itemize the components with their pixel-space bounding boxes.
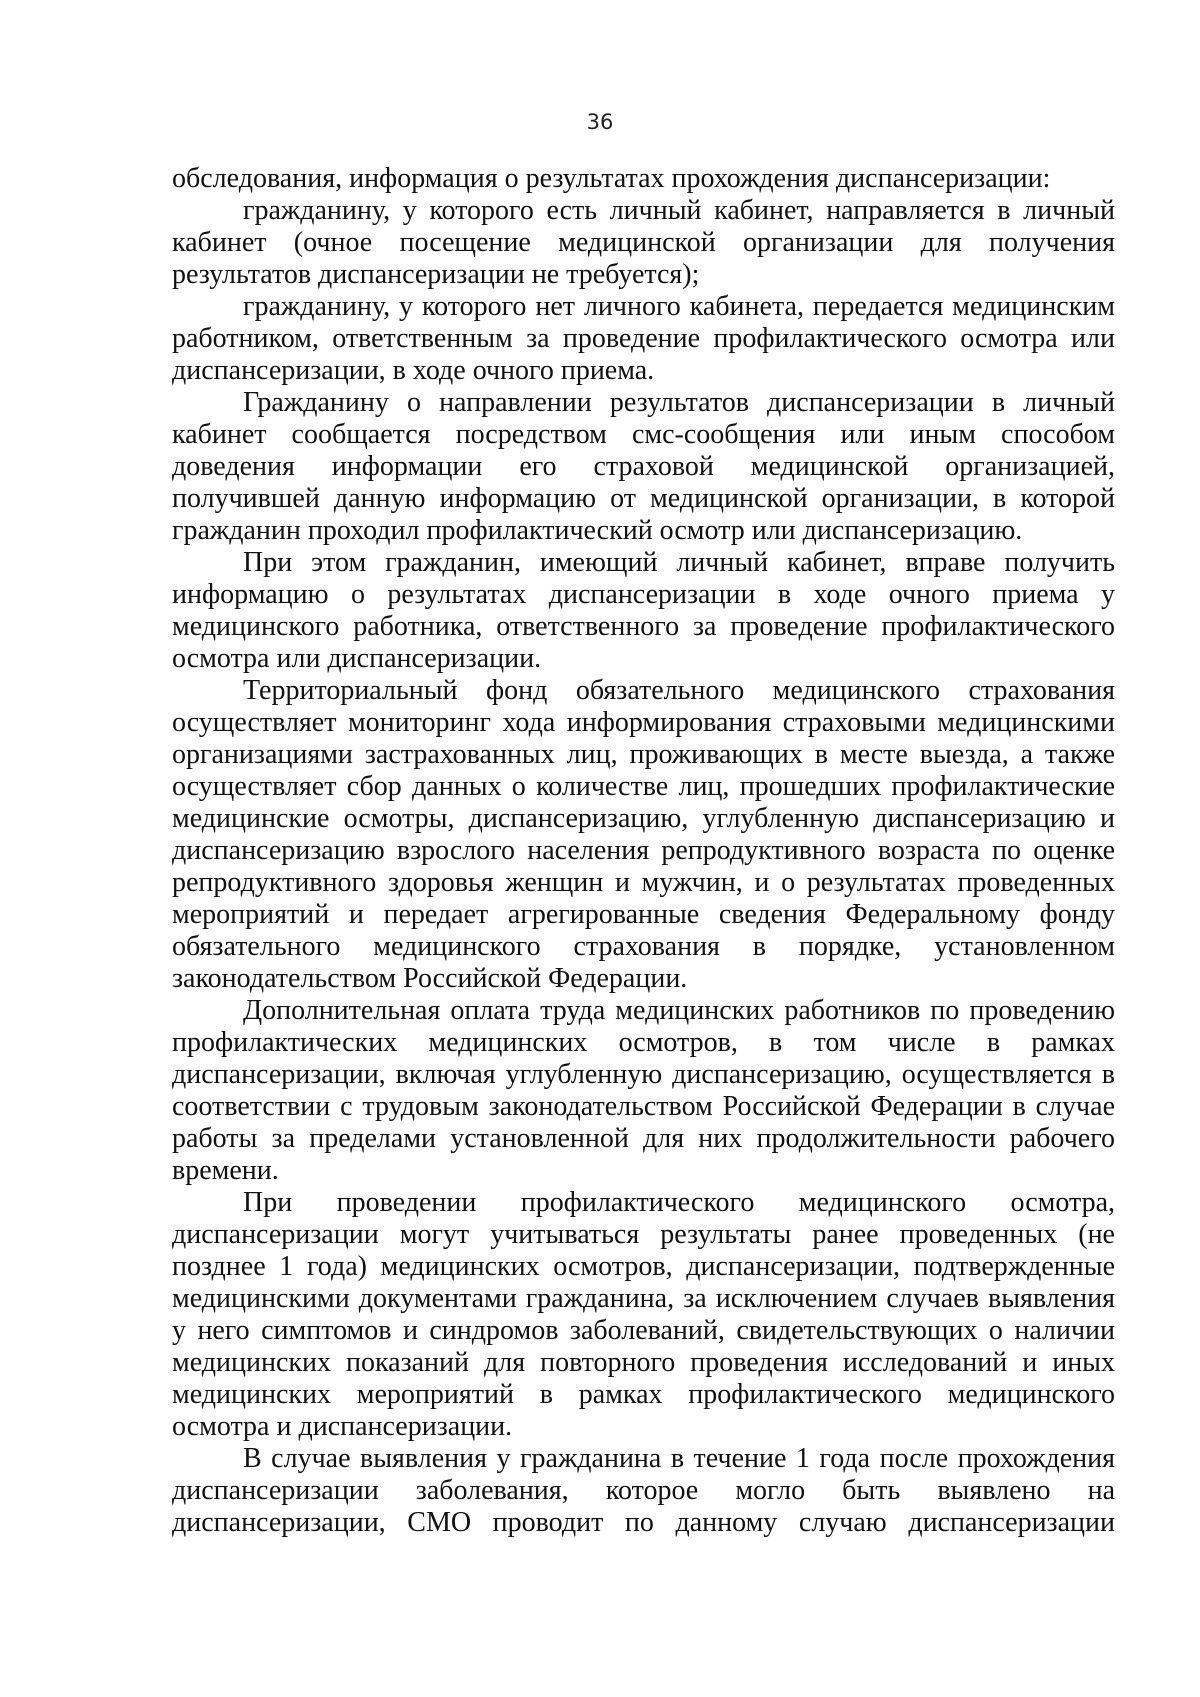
paragraph: Территориальный фонд обязательного медицинского страхования осуществляет мониторинг хода информирования страховыми медицинскими организациями застрахованных лиц, проживающих в месте выезда, а также осуществляет сбор данных о количестве лиц, прошедших профилактические медицинские осмотры, диспансеризацию, углубленную диспансеризацию и диспансеризацию взрослого населения репродуктивного возраста по оценке репродуктивного здоровья женщин и мужчин, и о результатах проведенных мероприятий и передает агрегированные сведения Федеральному фонду обязательного медицинского страхования в порядке, установленном законодательством Российской Федерации. bbox=[172, 675, 1115, 994]
paragraph-continues-next-page: В случае выявления у гражданина в течение 1 года после прохождения диспансеризации заболевания, которое могло быть выявлено на диспансеризации, СМО проводит по данному случаю диспансеризации bbox=[172, 1443, 1115, 1538]
document-body bbox=[172, 163, 1115, 1539]
paragraph-continuation: обследования, информация о результатах прохождения диспансеризации: bbox=[172, 163, 1051, 194]
paragraph: гражданину, у которого нет личного кабинета, передается медицинским работником, ответственным за проведение профилактического осмотра или диспансеризации, в ходе очного приема. bbox=[172, 291, 1115, 386]
paragraph: При проведении профилактического медицинского осмотра, диспансеризации могут учитываться результаты ранее проведенных (не позднее 1 года) медицинских осмотров, диспансеризации, подтвержденные медицинскими документами гражданина, за исключением случаев выявления у него симптомов и синдромов заболеваний, свидетельствующих о наличии медицинских показаний для повторного проведения исследований и иных медицинских мероприятий в рамках профилактического медицинского осмотра и диспансеризации. bbox=[172, 1187, 1115, 1442]
paragraph: Гражданину о направлении результатов диспансеризации в личный кабинет сообщается посредством смс-сообщения или иным способом доведения информации его страховой медицинской организацией, получившей данную информацию от медицинской организации, в которой гражданин проходил профилактический осмотр или диспансеризацию. bbox=[172, 387, 1115, 546]
paragraph: Дополнительная оплата труда медицинских работников по проведению профилактических медицинских осмотров, в том числе в рамках диспансеризации, включая углубленную диспансеризацию, осуществляется в соответствии с трудовым законодательством Российской Федерации в случае работы за пределами установленной для них продолжительности рабочего времени. bbox=[172, 995, 1115, 1186]
paragraph: При этом гражданин, имеющий личный кабинет, вправе получить информацию о результатах диспансеризации в ходе очного приема у медицинского работника, ответственного за проведение профилактического осмотра или диспансеризации. bbox=[172, 547, 1115, 674]
page-number: 36 bbox=[586, 110, 614, 134]
paragraph: гражданину, у которого есть личный кабинет, направляется в личный кабинет (очное посещение медицинской организации для получения результатов диспансеризации не требуется); bbox=[172, 195, 1115, 290]
